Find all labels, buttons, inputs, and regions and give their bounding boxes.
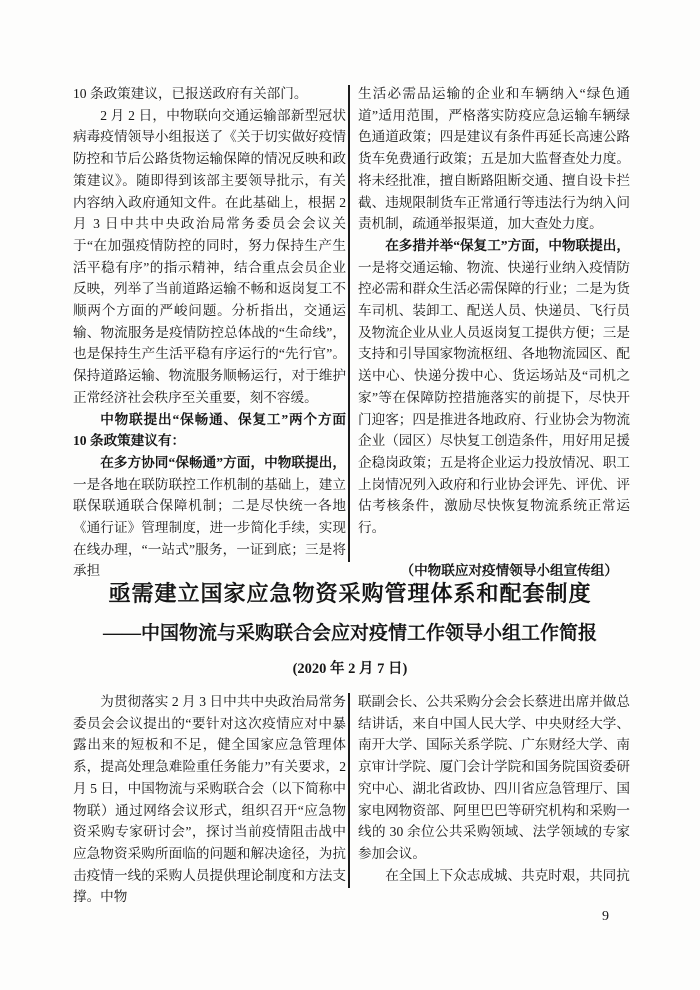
page-number: 9 <box>602 909 609 924</box>
paragraph: 生活必需品运输的企业和车辆纳入“绿色通道”适用范围，严格落实防疫应急运输车辆绿色通道政策；四是建议有条件再延长高速公路货车免费通行政策；五是加大监督查处力度。将未经批准，擅自断路阻断交通、擅自设卡拦截、违规限制货车正常通行等违法行为纳入问责机制，疏通举报渠道，加大查处力度。 <box>358 86 630 232</box>
paragraph: 为贯彻落实 2 月 3 日中共中央政治局常务委员会会议提出的“要针对这次疫情应对中暴露出来的短板和不足，健全国家应急管理体系，提高处理急难险重任务能力”有关要求，2 月 5 日，中国物流与采购联合会（以下简称中物联）通过网络会议形式，组织召开“应急物资采购专家研讨会”，探讨当前疫情阻击战中应急物资采购所面临的问题和解决途径，为抗击疫情一线的采购人员提供理论制度和方法支撑。中物 <box>73 694 346 905</box>
article1-left-column <box>73 83 346 582</box>
article2-left-column <box>73 691 346 908</box>
paragraph: 在全国上下众志成城、共克时艰，共同抗 <box>385 867 630 883</box>
paragraph: 在多方协同“保畅通”方面，中物联提出，一是各地在联防联控工作机制的基础上，建立联保联通联合保障机制；二是尽快统一各地《通行证》管理制度，进一步简化手续，实现在线办理，“一站式”服务，一证到底；三是将承担 <box>73 454 346 579</box>
paragraph: 2 月 2 日，中物联向交通运输部新型冠状病毒疫情领导小组报送了《关于切实做好疫情防控和节后公路货物运输保障的情况反映和政策建议》。随即得到该部主要领导批示，有关内容纳入政府通知文件。在此基础上，根据 2 月 3 日中共中央政治局常务委员会会议关于“在加强疫情防控的同时，努力保持生产生活平稳有序”的指示精神，结合重点会员企业反映，列举了当前道路运输不畅和返岗复工不顺两个方面的严峻问题。分析指出，交通运输、物流服务是疫情防控总体战的“生命线”，也是保持生产生活平稳有序运行的“先行官”。保持道路运输、物流服务顺畅运行，对于维护正常经济社会秩序至关重要，刻不容缓。 <box>73 107 346 405</box>
article1-right-column <box>358 83 630 582</box>
article2-date: (2020 年 2 月 7 日) <box>292 661 408 677</box>
article2-subtitle: ——中国物流与采购联合会应对疫情工作领导小组工作简报 <box>102 623 597 644</box>
paragraph: 在多措并举“保复工”方面，中物联提出，一是将交通运输、物流、快递行业纳入疫情防控必需和群众生活必需保障的行业；二是为货车司机、装卸工、配送人员、快递员、飞行员及物流企业从业人员返岗复工提供方便；三是支持和引导国家物流枢纽、各地物流园区、配送中心、快递分拨中心、货运场站及“司机之家”等在保障防控措施落实的前提下，尽快开门迎客；四是推进各地政府、行业协会为物流企业（园区）尽快复工创造条件，用好用足援企稳岗政策；五是将企业运力投放情况、职工上岗情况列入政府和行业协会评先、评优、评估考核条件，激励尽快恢复物流系统正常运行。 <box>358 237 630 536</box>
article2-headline <box>0 577 700 678</box>
article1-signature: （中物联应对疫情领导小组宣传组） <box>400 563 618 579</box>
column-divider-top <box>348 85 350 562</box>
article2-title: 亟需建立国家应急物资采购管理体系和配套制度 <box>108 581 592 606</box>
article2-right-column <box>358 691 630 886</box>
paragraph: 联副会长、公共采购分会会长蔡进出席并做总结讲话，来自中国人民大学、中央财经大学、南开大学、国际关系学院、广东财经大学、南京审计学院、厦门会计学院和国务院国资委研究中心、湖北省政协、四川省应急管理厅、国家电网物资部、阿里巴巴等研究机构和采购一线的 30 余位公共采购领域、法学领域的专家参加会议。 <box>358 694 630 861</box>
paragraph: 10 条政策建议，已报送政府有关部门。 <box>73 86 308 101</box>
paragraph: 中物联提出“保畅通、保复工”两个方面 10 条政策建议有： <box>73 411 346 449</box>
column-divider-bottom <box>348 693 350 888</box>
